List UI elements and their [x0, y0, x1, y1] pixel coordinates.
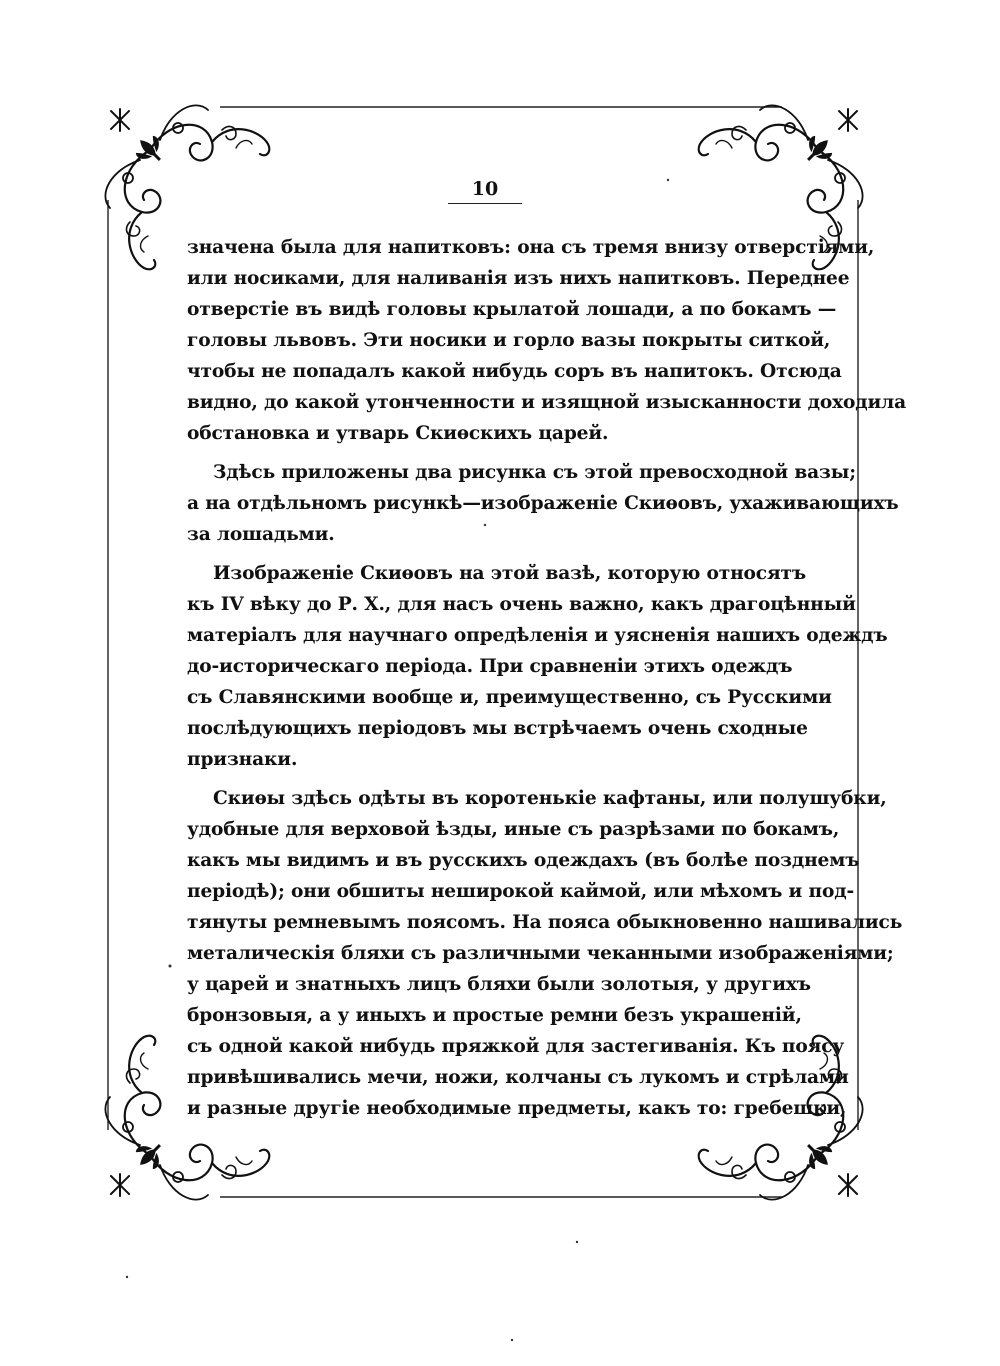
text-line: послѣдующихъ періодовъ мы встрѣчаемъ очень сходные: [187, 718, 808, 739]
page-number: 10: [471, 178, 499, 200]
page-number-rule: [448, 203, 522, 204]
text-line: головы львовъ. Эти носики и горло вазы покрыты ситкой,: [187, 330, 831, 351]
text-line: съ Славянскими вообще и, преимущественно, съ Русскими: [187, 687, 832, 708]
text-line: къ IV вѣку до Р. Х., для насъ очень важно, какъ драгоцѣнный: [187, 594, 856, 615]
text-line: привѣшивались мечи, ножи, колчаны съ лукомъ и стрѣлами: [187, 1067, 849, 1088]
text-line: съ одной какой нибудь пряжкой для застегиванія. Къ поясу: [187, 1036, 845, 1057]
text-line: Скиѳы здѣсь одѣты въ коротенькіе кафтаны, или полушубки,: [213, 788, 887, 809]
text-line: тянуты ремневымъ поясомъ. На пояса обыкновенно нашивались: [187, 912, 903, 933]
paragraph: [187, 457, 899, 550]
text-line: отверстіе въ видѣ головы крылатой лошади, а по бокамъ —: [187, 299, 837, 320]
paragraph: [187, 232, 906, 449]
body-text: [187, 232, 906, 1132]
text-line: матеріалъ для научнаго опредѣленія и уясненія нашихъ одеждъ: [187, 625, 888, 646]
text-line: удобные для верховой ѣзды, иные съ разрѣзами по бокамъ,: [187, 819, 840, 840]
text-line: чтобы не попадалъ какой нибудь соръ въ напитокъ. Отсюда: [187, 361, 842, 382]
paragraph: [187, 558, 888, 775]
text-line: за лошадьми.: [187, 524, 335, 545]
text-line: или носиками, для наливанія изъ нихъ напитковъ. Переднее: [187, 268, 850, 289]
text-line: значена была для напитковъ: она съ тремя внизу отверстіями,: [187, 237, 875, 258]
text-line: до-историческаго періода. При сравненіи этихъ одеждъ: [187, 656, 793, 677]
text-line: періодѣ); они обшиты неширокой каймой, или мѣхомъ и под-: [187, 881, 855, 902]
text-line: Здѣсь приложены два рисунка съ этой превосходной вазы;: [213, 462, 856, 483]
text-line: признаки.: [187, 749, 298, 770]
text-line: у царей и знатныхъ лицъ бляхи были золотыя, у другихъ: [187, 974, 811, 995]
text-line: видно, до какой утонченности и изящной изысканности доходила: [187, 392, 906, 413]
text-line: обстановка и утварь Скиѳскихъ царей.: [187, 423, 609, 444]
text-line: бронзовыя, а у иныхъ и простые ремни безъ украшеній,: [187, 1005, 802, 1026]
text-line: металическія бляхи съ различными чеканными изображеніями;: [187, 943, 894, 964]
text-line: какъ мы видимъ и въ русскихъ одеждахъ (въ болѣе позднемъ: [187, 850, 860, 871]
text-line: Изображеніе Скиѳовъ на этой вазѣ, которую относятъ: [213, 563, 807, 584]
text-line: и разные другіе необходимые предметы, какъ то: гребешки,: [187, 1098, 847, 1119]
paragraph: [187, 783, 903, 1124]
text-line: а на отдѣльномъ рисункѣ—изображеніе Скиѳовъ, ухаживающихъ: [187, 493, 899, 514]
